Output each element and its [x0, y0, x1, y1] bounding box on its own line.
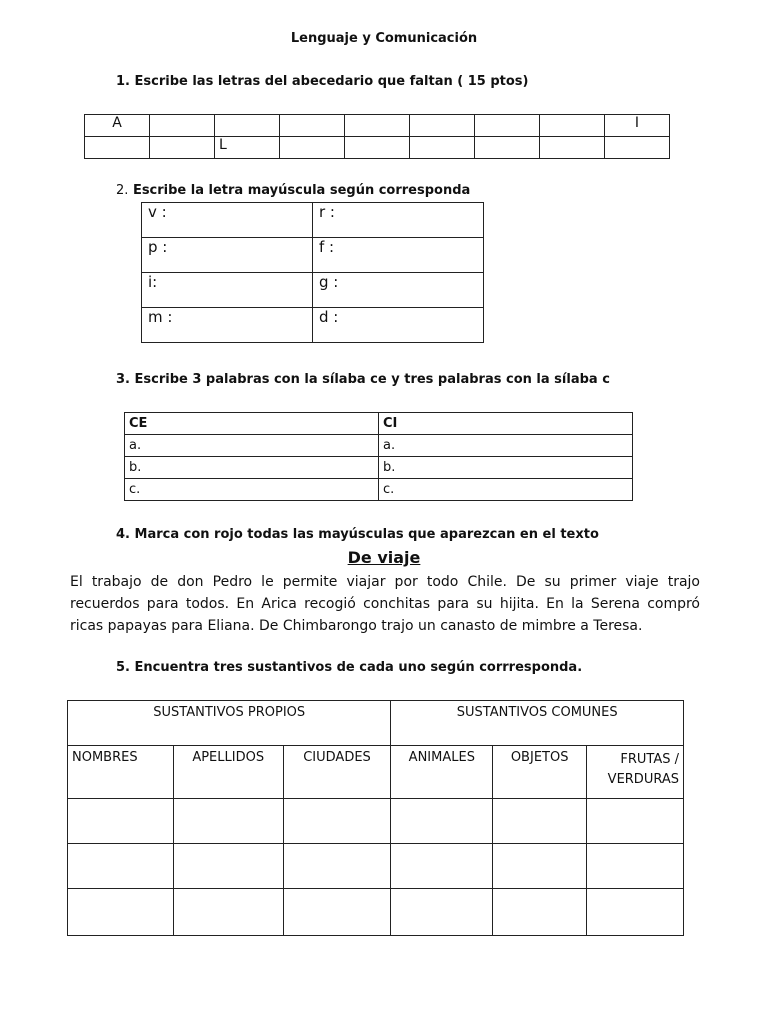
alphabet-cell[interactable]	[345, 137, 410, 159]
answer-cell[interactable]	[493, 799, 587, 844]
uppercase-cell[interactable]: i:	[142, 273, 313, 308]
question-4-label: 4. Marca con rojo todas las mayúsculas que aparezcan en el texto	[116, 527, 599, 542]
syllable-cell[interactable]: c.	[379, 479, 633, 501]
alphabet-row-1	[85, 115, 670, 137]
answer-cell[interactable]	[68, 799, 174, 844]
nouns-answer-row	[68, 799, 684, 844]
alphabet-cell[interactable]	[475, 137, 540, 159]
syllable-cell[interactable]: a.	[379, 435, 633, 457]
uppercase-table	[141, 202, 484, 343]
answer-cell[interactable]	[68, 889, 174, 936]
syllable-row	[125, 457, 633, 479]
uppercase-cell[interactable]: r :	[313, 203, 484, 238]
column-header-nombres: NOMBRES	[68, 746, 174, 799]
syllable-header-row	[125, 413, 633, 435]
uppercase-row	[142, 203, 484, 238]
syllable-header-ce: CE	[125, 413, 379, 435]
story-text: El trabajo de don Pedro le permite viajar por todo Chile. De su primer viaje trajo recuerdos para todos. En Arica recogió conchitas para su hijita. En la Serena compró ricas papayas para Eliana. De Chimbarongo trajo un canasto de mimbre a Teresa.	[70, 574, 700, 634]
question-5-label: 5. Encuentra tres sustantivos de cada uno según corrresponda.	[116, 660, 583, 675]
column-header-frutas-verduras: FRUTAS / VERDURAS	[587, 746, 684, 799]
answer-cell[interactable]	[587, 799, 684, 844]
alphabet-cell[interactable]	[540, 137, 605, 159]
uppercase-cell[interactable]: f :	[313, 238, 484, 273]
answer-cell[interactable]	[587, 889, 684, 936]
answer-cell[interactable]	[493, 844, 587, 889]
common-nouns-header: SUSTANTIVOS COMUNES	[391, 701, 684, 746]
column-header-apellidos: APELLIDOS	[173, 746, 283, 799]
page-title: Lenguaje y Comunicación	[290, 31, 478, 46]
uppercase-row	[142, 308, 484, 343]
alphabet-cell[interactable]: I	[605, 115, 670, 137]
question-2-number: 2.	[116, 183, 129, 198]
alphabet-cell[interactable]	[475, 115, 540, 137]
nouns-answer-row	[68, 844, 684, 889]
syllable-cell[interactable]: b.	[125, 457, 379, 479]
question-2-text: Escribe la letra mayúscula según corresponda	[132, 183, 471, 198]
answer-cell[interactable]	[493, 889, 587, 936]
answer-cell[interactable]	[391, 889, 493, 936]
question-2-label	[116, 183, 470, 198]
syllable-table	[124, 412, 633, 501]
alphabet-cell[interactable]	[280, 115, 345, 137]
alphabet-cell[interactable]	[410, 137, 475, 159]
alphabet-cell[interactable]	[280, 137, 345, 159]
uppercase-row	[142, 238, 484, 273]
nouns-table	[67, 700, 684, 936]
column-header-animales: ANIMALES	[391, 746, 493, 799]
answer-cell[interactable]	[283, 889, 391, 936]
nouns-group-row	[68, 701, 684, 746]
answer-cell[interactable]	[68, 844, 174, 889]
answer-cell[interactable]	[391, 844, 493, 889]
answer-cell[interactable]	[173, 889, 283, 936]
alphabet-cell[interactable]	[410, 115, 475, 137]
alphabet-cell[interactable]: A	[85, 115, 150, 137]
syllable-cell[interactable]: a.	[125, 435, 379, 457]
answer-cell[interactable]	[587, 844, 684, 889]
question-3-label: 3. Escribe 3 palabras con la sílaba ce y tres palabras con la sílaba c	[116, 372, 610, 387]
alphabet-cell[interactable]	[150, 115, 215, 137]
alphabet-cell[interactable]: L	[215, 137, 280, 159]
alphabet-cell[interactable]	[85, 137, 150, 159]
answer-cell[interactable]	[283, 799, 391, 844]
uppercase-cell[interactable]: p :	[142, 238, 313, 273]
alphabet-cell[interactable]	[150, 137, 215, 159]
answer-cell[interactable]	[283, 844, 391, 889]
column-header-objetos: OBJETOS	[493, 746, 587, 799]
syllable-cell[interactable]: b.	[379, 457, 633, 479]
syllable-row	[125, 435, 633, 457]
alphabet-cell[interactable]	[540, 115, 605, 137]
proper-nouns-header: SUSTANTIVOS PROPIOS	[68, 701, 391, 746]
uppercase-cell[interactable]: v :	[142, 203, 313, 238]
nouns-answer-row	[68, 889, 684, 936]
nouns-column-row	[68, 746, 684, 799]
story-title: De viaje	[347, 548, 421, 567]
column-header-ciudades: CIUDADES	[283, 746, 391, 799]
alphabet-cell[interactable]	[605, 137, 670, 159]
answer-cell[interactable]	[391, 799, 493, 844]
syllable-cell[interactable]: c.	[125, 479, 379, 501]
answer-cell[interactable]	[173, 799, 283, 844]
answer-cell[interactable]	[173, 844, 283, 889]
uppercase-cell[interactable]: d :	[313, 308, 484, 343]
alphabet-row-2	[85, 137, 670, 159]
uppercase-cell[interactable]: g :	[313, 273, 484, 308]
alphabet-cell[interactable]	[345, 115, 410, 137]
uppercase-row	[142, 273, 484, 308]
uppercase-cell[interactable]: m :	[142, 308, 313, 343]
question-1-label: 1. Escribe las letras del abecedario que faltan ( 15 ptos)	[116, 74, 529, 89]
syllable-header-ci: CI	[379, 413, 633, 435]
alphabet-cell[interactable]	[215, 115, 280, 137]
alphabet-table	[84, 114, 670, 159]
syllable-row	[125, 479, 633, 501]
